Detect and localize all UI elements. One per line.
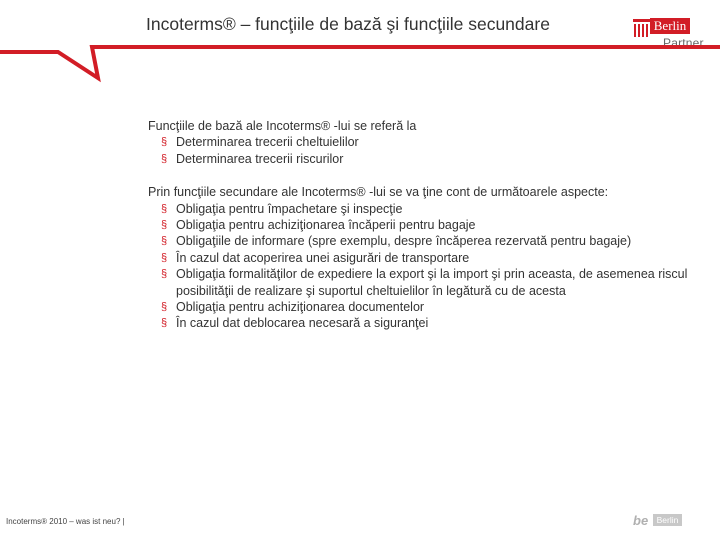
list-item: § Obligaţiile de informare (spre exemplu, despre încăperea rezervată pentru bagaje) [148, 233, 708, 249]
be-berlin-logo [633, 512, 682, 526]
section1-list [148, 134, 708, 167]
logo-berlin-flag: Berlin [650, 18, 690, 34]
list-item: § Determinarea trecerii riscurilor [148, 151, 708, 167]
brandenburg-gate-icon [633, 19, 651, 37]
list-item: § Obligaţia pentru achiziţionarea încăperii pentru bagaje [148, 217, 708, 233]
section2-list [148, 201, 708, 332]
list-item: § Obligaţia pentru achiziţionarea documentelor [148, 299, 708, 315]
list-item: § Obligaţia pentru împachetare şi inspecţie [148, 201, 708, 217]
list-item: § În cazul dat acoperirea unei asigurări de transportare [148, 250, 708, 266]
red-lightning-line [0, 38, 720, 98]
list-item: § În cazul dat deblocarea necesară a siguranţei [148, 315, 708, 331]
list-item: § Obligaţia formalităţilor de expediere la export şi la import şi prin aceasta, de asemenea riscul posibilităţii de realizare şi suportul cheltuielilor în legătură cu de acesta [148, 266, 708, 299]
be-berlin-be: be [633, 513, 649, 528]
footer-text: Incoterms® 2010 – was ist neu? | [6, 517, 125, 526]
be-berlin-badge: Berlin [653, 514, 683, 526]
section2-intro: Prin funcţiile secundare ale Incoterms® -lui se va ţine cont de următoarele aspecte: [148, 185, 609, 200]
section1-intro: Funcţiile de bază ale Incoterms® -lui se referă la [148, 119, 417, 133]
slide-content [148, 118, 708, 332]
page-title: Incoterms® – funcţiile de bază şi funcţiile secundare [146, 14, 550, 34]
logo-partner-text: Partner [663, 36, 704, 50]
list-item: § Determinarea trecerii cheltuielilor [148, 134, 708, 150]
